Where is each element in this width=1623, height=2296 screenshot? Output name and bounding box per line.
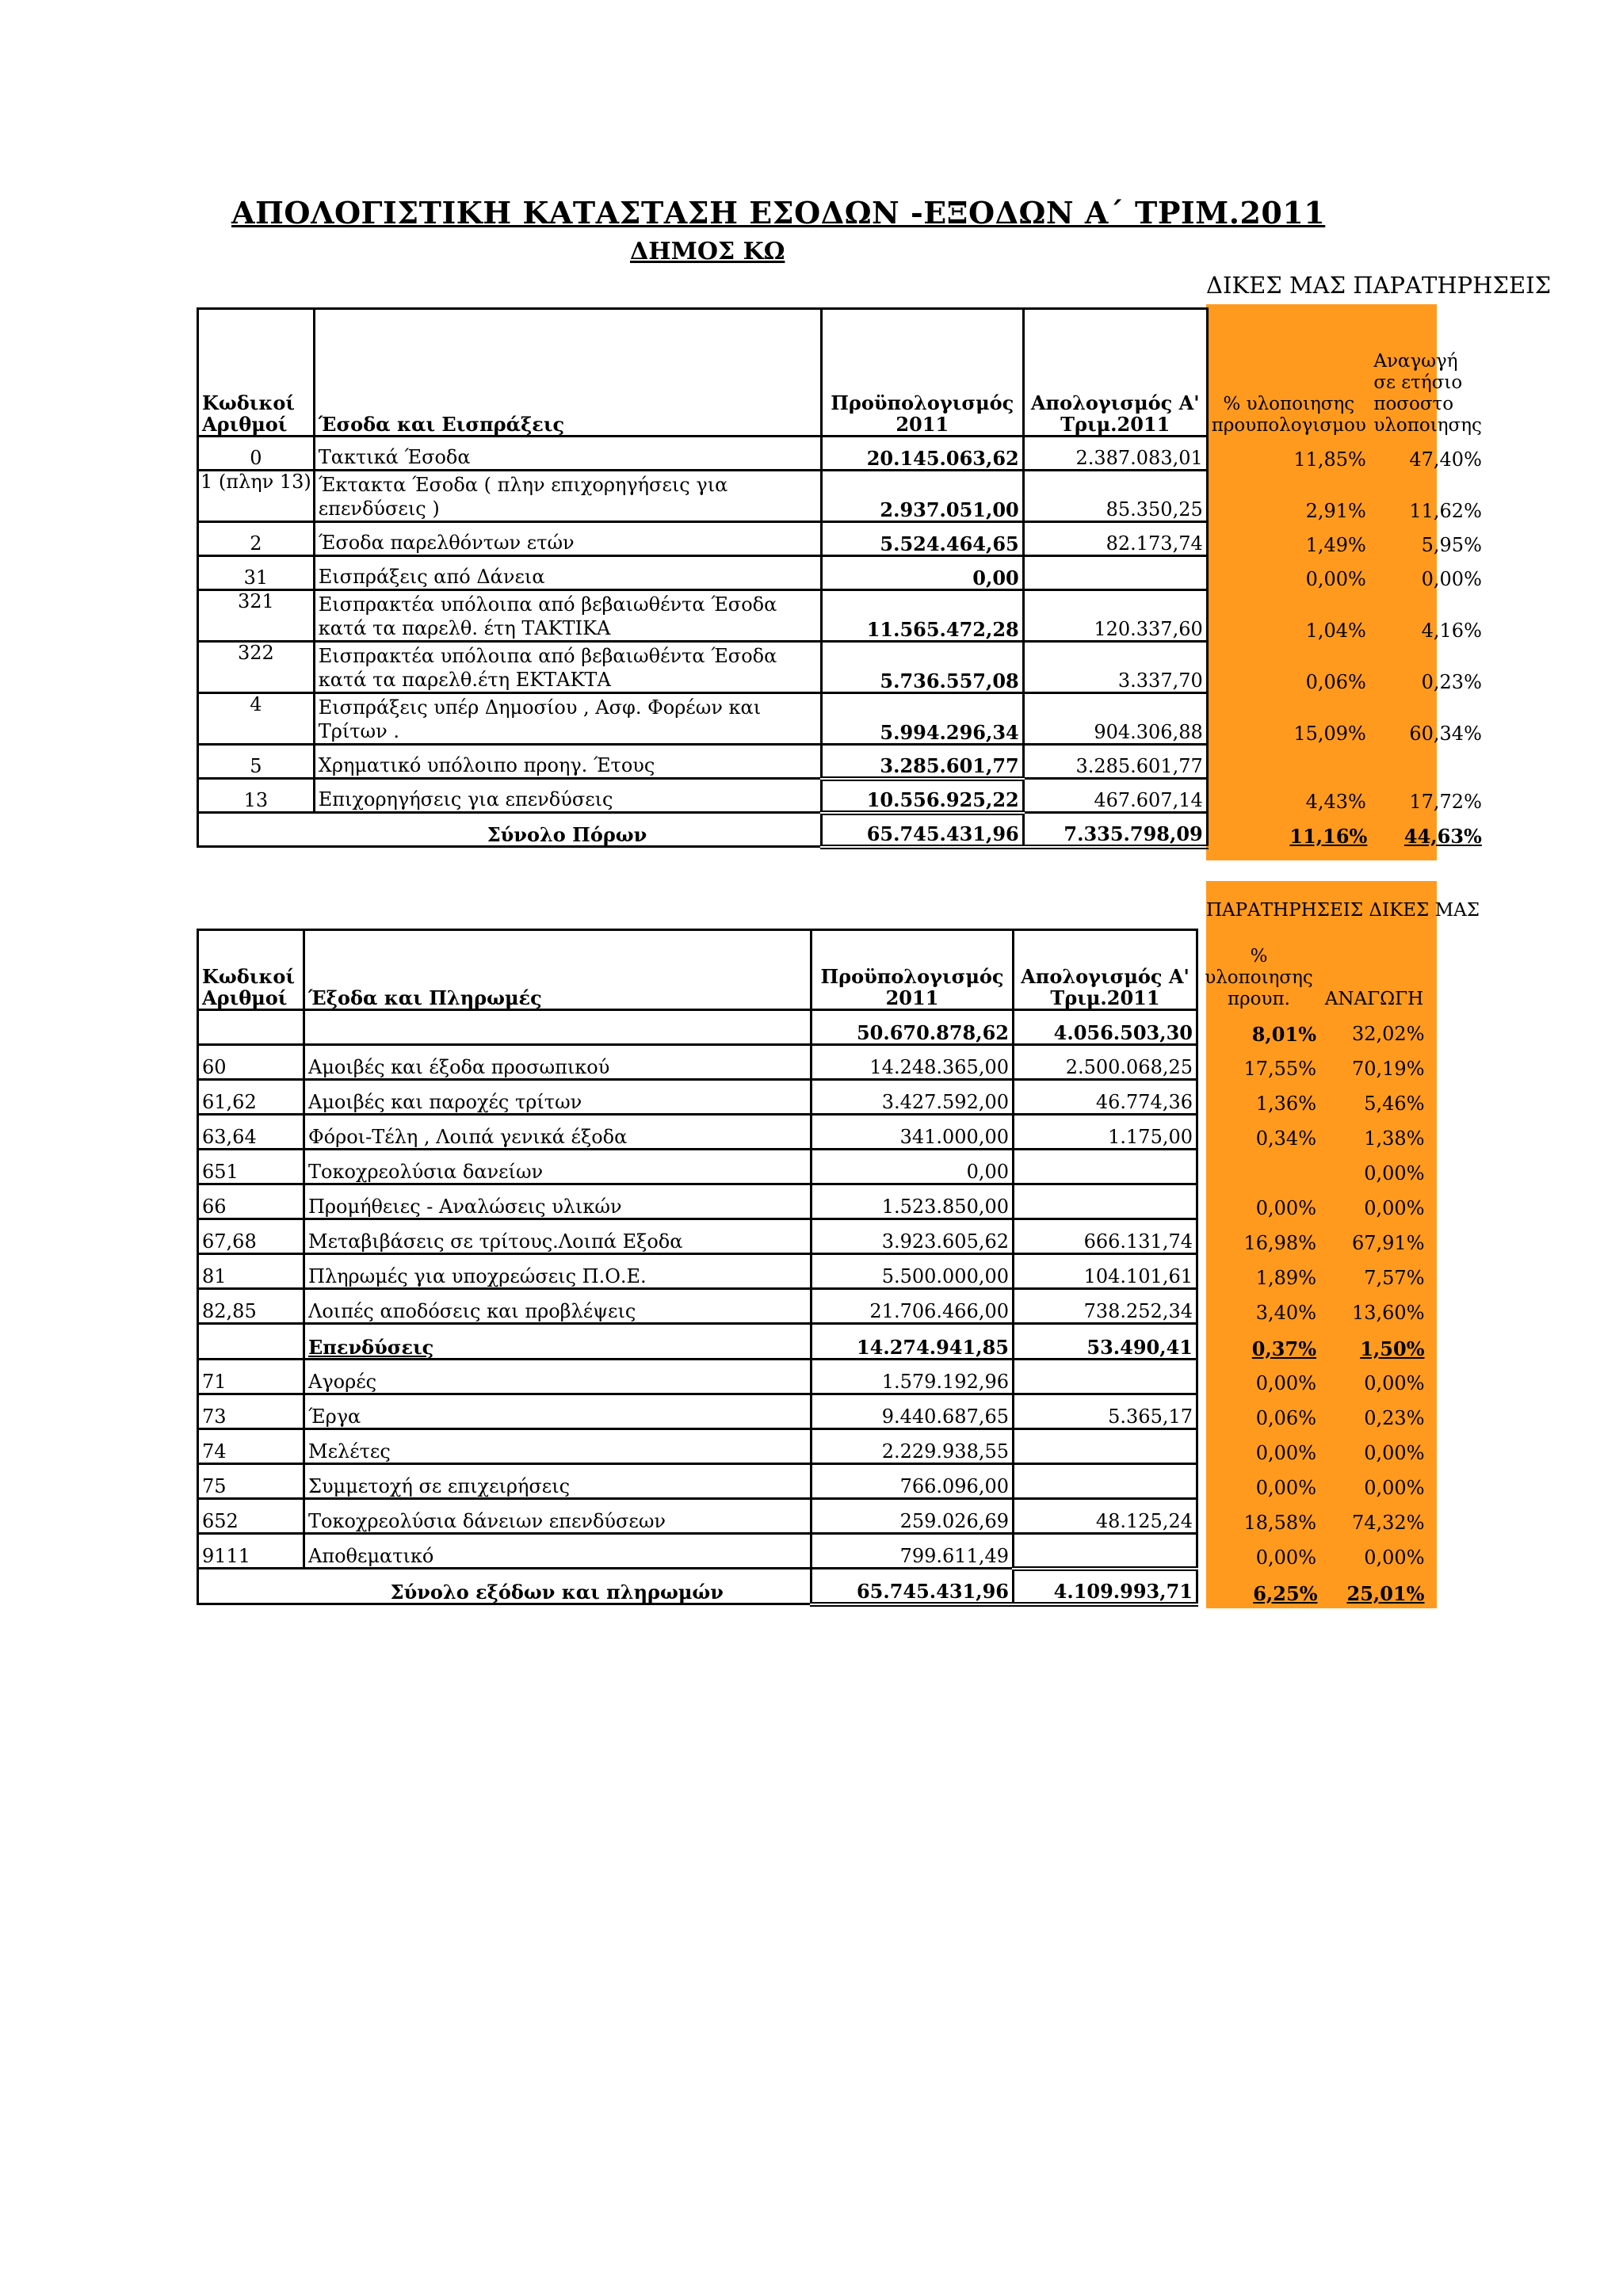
row-budget: 20.145.063,62: [821, 437, 1023, 471]
row-pct: 0,00%: [1305, 567, 1366, 590]
row-actual: 3.285.601,77: [1023, 745, 1207, 779]
row-actual: 2.387.083,01: [1023, 437, 1207, 471]
row-code: 4: [198, 693, 315, 745]
total-actual: 7.335.798,09: [1023, 813, 1207, 847]
header-code: Κωδικοί Αριθμοί: [198, 930, 304, 1010]
row-description: Προμήθειες - Αναλώσεις υλικών: [304, 1184, 812, 1219]
row-budget: 5.500.000,00: [812, 1254, 1014, 1289]
row-actual: [1014, 1534, 1197, 1569]
investments-pct: 0,37%: [1251, 1337, 1316, 1360]
row-budget: 9.440.687,65: [812, 1394, 1014, 1429]
row-code: 9111: [198, 1534, 304, 1569]
expense-row: [198, 1289, 1428, 1324]
row-description: Πληρωμές για υποχρεώσεις Π.Ο.Ε.: [304, 1254, 812, 1289]
row-budget: 3.427.592,00: [812, 1080, 1014, 1115]
row-pct: 0,06%: [1255, 1406, 1316, 1429]
row-pct: 0,06%: [1305, 670, 1366, 693]
row-description: Μελέτες: [304, 1429, 812, 1464]
expense-row: [198, 1464, 1428, 1499]
row-description: Αγορές: [304, 1360, 812, 1394]
row-actual: [1014, 1360, 1197, 1394]
row-actual: 2.500.068,25: [1014, 1045, 1197, 1080]
row-actual: 5.365,17: [1014, 1394, 1197, 1429]
expense-row: [198, 1219, 1428, 1254]
expense-row: [198, 1534, 1428, 1569]
row-description: Έσοδα παρελθόντων ετών: [314, 522, 821, 556]
revenue-table: [197, 307, 1486, 849]
row-annual: 70,19%: [1351, 1057, 1425, 1080]
total-annual: 25,01%: [1346, 1581, 1425, 1605]
header-annual: ΑΝΑΓΩΓΗ: [1324, 988, 1424, 1009]
row-description: Εισπράξεις από Δάνεια: [314, 556, 821, 590]
total-label: Σύνολο εξόδων και πληρωμών: [304, 1569, 812, 1604]
row-code: 2: [198, 522, 315, 556]
row-description: Εισπρακτέα υπόλοιπα από βεβαιωθέντα Έσοδα κατά τα παρελθ. έτη ΤΑΚΤΙΚΑ: [314, 590, 821, 642]
row-description: Συμμετοχή σε επιχειρήσεις: [304, 1464, 812, 1499]
total-label: Σύνολο Πόρων: [314, 813, 821, 847]
expenses-observations-header: ΠΑΡΑΤΗΡΗΣΕΙΣ ΔΙΚΕΣ ΜΑΣ: [1206, 900, 1480, 921]
row-annual: 60,34%: [1409, 722, 1482, 745]
header-description: Έσοδα και Εισπράξεις: [314, 309, 821, 437]
row-budget: 766.096,00: [812, 1464, 1014, 1499]
revenue-row: [198, 642, 1485, 693]
row-pct: 0,00%: [1255, 1546, 1316, 1569]
row-budget: 259.026,69: [812, 1499, 1014, 1534]
row-pct: 4,43%: [1305, 790, 1366, 813]
page-title: ΑΠΟΛΟΓΙΣΤΙΚΗ ΚΑΤΑΣΤΑΣΗ ΕΣΟΔΩΝ -ΕΞΟΔΩΝ Α΄ ΤΡΙΜ.2011: [231, 195, 1326, 231]
row-description: Χρηματικό υπόλοιπο προηγ. Έτους: [314, 745, 821, 779]
row-annual: [1370, 745, 1485, 779]
row-actual: 104.101,61: [1014, 1254, 1197, 1289]
row-budget: 10.556.925,22: [821, 779, 1023, 813]
expenses-total-row: [198, 1569, 1428, 1604]
row-code: 63,64: [198, 1115, 304, 1150]
row-code: 652: [198, 1499, 304, 1534]
row-actual: 904.306,88: [1023, 693, 1207, 745]
row-pct: 1,89%: [1255, 1266, 1316, 1289]
row-code: 13: [198, 779, 315, 813]
row-annual: 5,46%: [1364, 1092, 1425, 1115]
expense-row: [198, 1045, 1428, 1080]
row-pct: 3,40%: [1255, 1301, 1316, 1324]
row-code: 75: [198, 1464, 304, 1499]
header-annual: Αναγωγή σε ετήσιο ποσοστο υλοποιησης: [1373, 350, 1482, 436]
row-budget: 3.923.605,62: [812, 1219, 1014, 1254]
row-actual: [1023, 556, 1207, 590]
expense-row: [198, 1150, 1428, 1184]
total-budget: 65.745.431,96: [821, 813, 1023, 847]
row-budget: 799.611,49: [812, 1534, 1014, 1569]
row-budget: 5.736.557,08: [821, 642, 1023, 693]
expense-row: [198, 1080, 1428, 1115]
revenue-row: [198, 590, 1485, 642]
subtotal-pct: 8,01%: [1251, 1022, 1316, 1046]
row-budget: 14.248.365,00: [812, 1045, 1014, 1080]
row-description: Έργα: [304, 1394, 812, 1429]
revenue-row: [198, 779, 1485, 813]
subtotal-annual: 32,02%: [1351, 1022, 1425, 1045]
header-code: Κωδικοί Αριθμοί: [198, 309, 315, 437]
row-annual: 74,32%: [1351, 1511, 1425, 1534]
row-annual: 5,95%: [1421, 533, 1482, 556]
row-pct: 18,58%: [1243, 1511, 1316, 1534]
row-pct: [1197, 1150, 1321, 1184]
row-actual: [1014, 1184, 1197, 1219]
row-description: Τοκοχρεολύσια δάνειων επενδύσεων: [304, 1499, 812, 1534]
row-annual: 0,23%: [1364, 1406, 1425, 1429]
revenue-row: [198, 556, 1485, 590]
revenue-row: [198, 522, 1485, 556]
row-actual: 738.252,34: [1014, 1289, 1197, 1324]
revenue-row: [198, 437, 1485, 471]
row-annual: 0,00%: [1364, 1161, 1425, 1184]
row-description: Έκτακτα Έσοδα ( πλην επιχορηγήσεις για επενδύσεις ): [314, 471, 821, 522]
page-subtitle: ΔΗΜΟΣ ΚΩ: [630, 238, 785, 265]
expense-row: [198, 1429, 1428, 1464]
investments-label: Επενδύσεις: [304, 1324, 812, 1360]
row-budget: 2.229.938,55: [812, 1429, 1014, 1464]
row-actual: 467.607,14: [1023, 779, 1207, 813]
header-budget: Προϋπολογισμός 2011: [812, 930, 1014, 1010]
header-actual: Απολογισμός Α' Τριμ.2011: [1023, 309, 1207, 437]
row-actual: 1.175,00: [1014, 1115, 1197, 1150]
row-description: Εισπράξεις υπέρ Δημοσίου , Ασφ. Φορέων και Τρίτων .: [314, 693, 821, 745]
row-annual: 0,00%: [1364, 1476, 1425, 1499]
revenue-observations-header: ΔΙΚΕΣ ΜΑΣ ΠΑΡΑΤΗΡΗΣΕΙΣ: [1206, 272, 1552, 299]
row-code: 60: [198, 1045, 304, 1080]
row-annual: 0,00%: [1421, 567, 1482, 590]
row-actual: 85.350,25: [1023, 471, 1207, 522]
revenue-row: [198, 471, 1485, 522]
total-pct: 11,16%: [1289, 824, 1368, 848]
row-pct: 0,34%: [1255, 1127, 1316, 1150]
row-annual: 47,40%: [1409, 448, 1482, 471]
expense-row: [198, 1499, 1428, 1534]
row-code: 321: [198, 590, 315, 642]
row-actual: 120.337,60: [1023, 590, 1207, 642]
total-budget: 65.745.431,96: [812, 1569, 1014, 1604]
row-pct: 1,49%: [1305, 533, 1366, 556]
row-code: 0: [198, 437, 315, 471]
row-description: Λοιπές αποδόσεις και προβλέψεις: [304, 1289, 812, 1324]
row-pct: 0,00%: [1255, 1441, 1316, 1464]
expense-row: [198, 1254, 1428, 1289]
row-budget: 3.285.601,77: [821, 745, 1023, 779]
header-actual: Απολογισμός Α' Τριμ.2011: [1014, 930, 1197, 1010]
row-description: Επιχορηγήσεις για επενδύσεις: [314, 779, 821, 813]
total-actual: 4.109.993,71: [1014, 1569, 1197, 1604]
expense-row: [198, 1394, 1428, 1429]
row-actual: 666.131,74: [1014, 1219, 1197, 1254]
row-pct: 0,00%: [1255, 1476, 1316, 1499]
row-annual: 0,00%: [1364, 1371, 1425, 1394]
row-code: 651: [198, 1150, 304, 1184]
row-description: Αμοιβές και έξοδα προσωπικού: [304, 1045, 812, 1080]
subtotal-actual: 4.056.503,30: [1014, 1010, 1197, 1045]
row-budget: 0,00: [812, 1150, 1014, 1184]
row-code: 73: [198, 1394, 304, 1429]
header-description: Έξοδα και Πληρωμές: [304, 930, 812, 1010]
row-pct: 1,36%: [1255, 1092, 1316, 1115]
row-budget: 1.579.192,96: [812, 1360, 1014, 1394]
row-annual: 67,91%: [1351, 1231, 1425, 1254]
row-budget: 1.523.850,00: [812, 1184, 1014, 1219]
header-budget: Προϋπολογισμός 2011: [821, 309, 1023, 437]
row-pct: 0,00%: [1255, 1196, 1316, 1219]
row-code: 67,68: [198, 1219, 304, 1254]
row-description: Τοκοχρεολύσια δανείων: [304, 1150, 812, 1184]
row-budget: 11.565.472,28: [821, 590, 1023, 642]
row-description: Εισπρακτέα υπόλοιπα από βεβαιωθέντα Έσοδα κατά τα παρελθ.έτη ΕΚΤΑΚΤΑ: [314, 642, 821, 693]
row-description: Τακτικά Έσοδα: [314, 437, 821, 471]
row-pct: 15,09%: [1293, 722, 1366, 745]
row-budget: 5.524.464,65: [821, 522, 1023, 556]
row-code: 71: [198, 1360, 304, 1394]
row-annual: 11,62%: [1409, 499, 1482, 522]
row-code: 5: [198, 745, 315, 779]
row-description: Φόροι-Τέλη , Λοιπά γενικά έξοδα: [304, 1115, 812, 1150]
investments-row: [198, 1324, 1428, 1360]
row-actual: 3.337,70: [1023, 642, 1207, 693]
row-pct: 0,00%: [1255, 1371, 1316, 1394]
row-code: 81: [198, 1254, 304, 1289]
row-annual: 0,00%: [1364, 1196, 1425, 1219]
row-pct: [1207, 745, 1370, 779]
row-code: 61,62: [198, 1080, 304, 1115]
investments-budget: 14.274.941,85: [812, 1324, 1014, 1360]
row-actual: 82.173,74: [1023, 522, 1207, 556]
row-budget: 5.994.296,34: [821, 693, 1023, 745]
header-pct: % υλοποιησης προυπ.: [1205, 945, 1313, 1009]
row-code: 1 (πλην 13): [198, 471, 315, 522]
row-budget: 341.000,00: [812, 1115, 1014, 1150]
row-pct: 17,55%: [1243, 1057, 1316, 1080]
row-code: 322: [198, 642, 315, 693]
revenue-total-row: [198, 813, 1485, 847]
row-pct: 2,91%: [1305, 499, 1366, 522]
expense-row: [198, 1115, 1428, 1150]
row-budget: 21.706.466,00: [812, 1289, 1014, 1324]
row-annual: 7,57%: [1364, 1266, 1425, 1289]
revenue-row: [198, 693, 1485, 745]
expense-row: [198, 1184, 1428, 1219]
row-annual: 1,38%: [1364, 1127, 1425, 1150]
row-pct: 11,85%: [1293, 448, 1366, 471]
total-pct: 6,25%: [1253, 1581, 1318, 1605]
row-code: 66: [198, 1184, 304, 1219]
subtotal-budget: 50.670.878,62: [812, 1010, 1014, 1045]
header-pct: % υλοποιησης προυπολογισμου: [1211, 393, 1366, 436]
revenue-row: [198, 745, 1485, 779]
row-annual: 0,00%: [1364, 1546, 1425, 1569]
expense-row: [198, 1360, 1428, 1394]
row-budget: 0,00: [821, 556, 1023, 590]
row-annual: 17,72%: [1409, 790, 1482, 813]
row-budget: 2.937.051,00: [821, 471, 1023, 522]
row-annual: 13,60%: [1351, 1301, 1425, 1324]
expenses-subtotal-row: [198, 1010, 1428, 1045]
row-pct: 1,04%: [1305, 619, 1366, 642]
investments-annual: 1,50%: [1360, 1337, 1425, 1360]
row-actual: [1014, 1464, 1197, 1499]
total-annual: 44,63%: [1403, 824, 1482, 848]
revenue-header-row: [198, 309, 1485, 437]
row-annual: 0,23%: [1421, 670, 1482, 693]
row-actual: 46.774,36: [1014, 1080, 1197, 1115]
row-annual: 4,16%: [1421, 619, 1482, 642]
row-actual: [1014, 1429, 1197, 1464]
row-description: Αμοιβές και παροχές τρίτων: [304, 1080, 812, 1115]
row-code: 31: [198, 556, 315, 590]
row-actual: 48.125,24: [1014, 1499, 1197, 1534]
row-annual: 0,00%: [1364, 1441, 1425, 1464]
row-code: 74: [198, 1429, 304, 1464]
row-pct: 16,98%: [1243, 1231, 1316, 1254]
investments-actual: 53.490,41: [1014, 1324, 1197, 1360]
expenses-header-row: [198, 930, 1428, 1010]
row-description: Αποθεματικό: [304, 1534, 812, 1569]
row-code: 82,85: [198, 1289, 304, 1324]
row-description: Μεταβιβάσεις σε τρίτους.Λοιπά Εξοδα: [304, 1219, 812, 1254]
expenses-table: [197, 929, 1429, 1607]
row-actual: [1014, 1150, 1197, 1184]
